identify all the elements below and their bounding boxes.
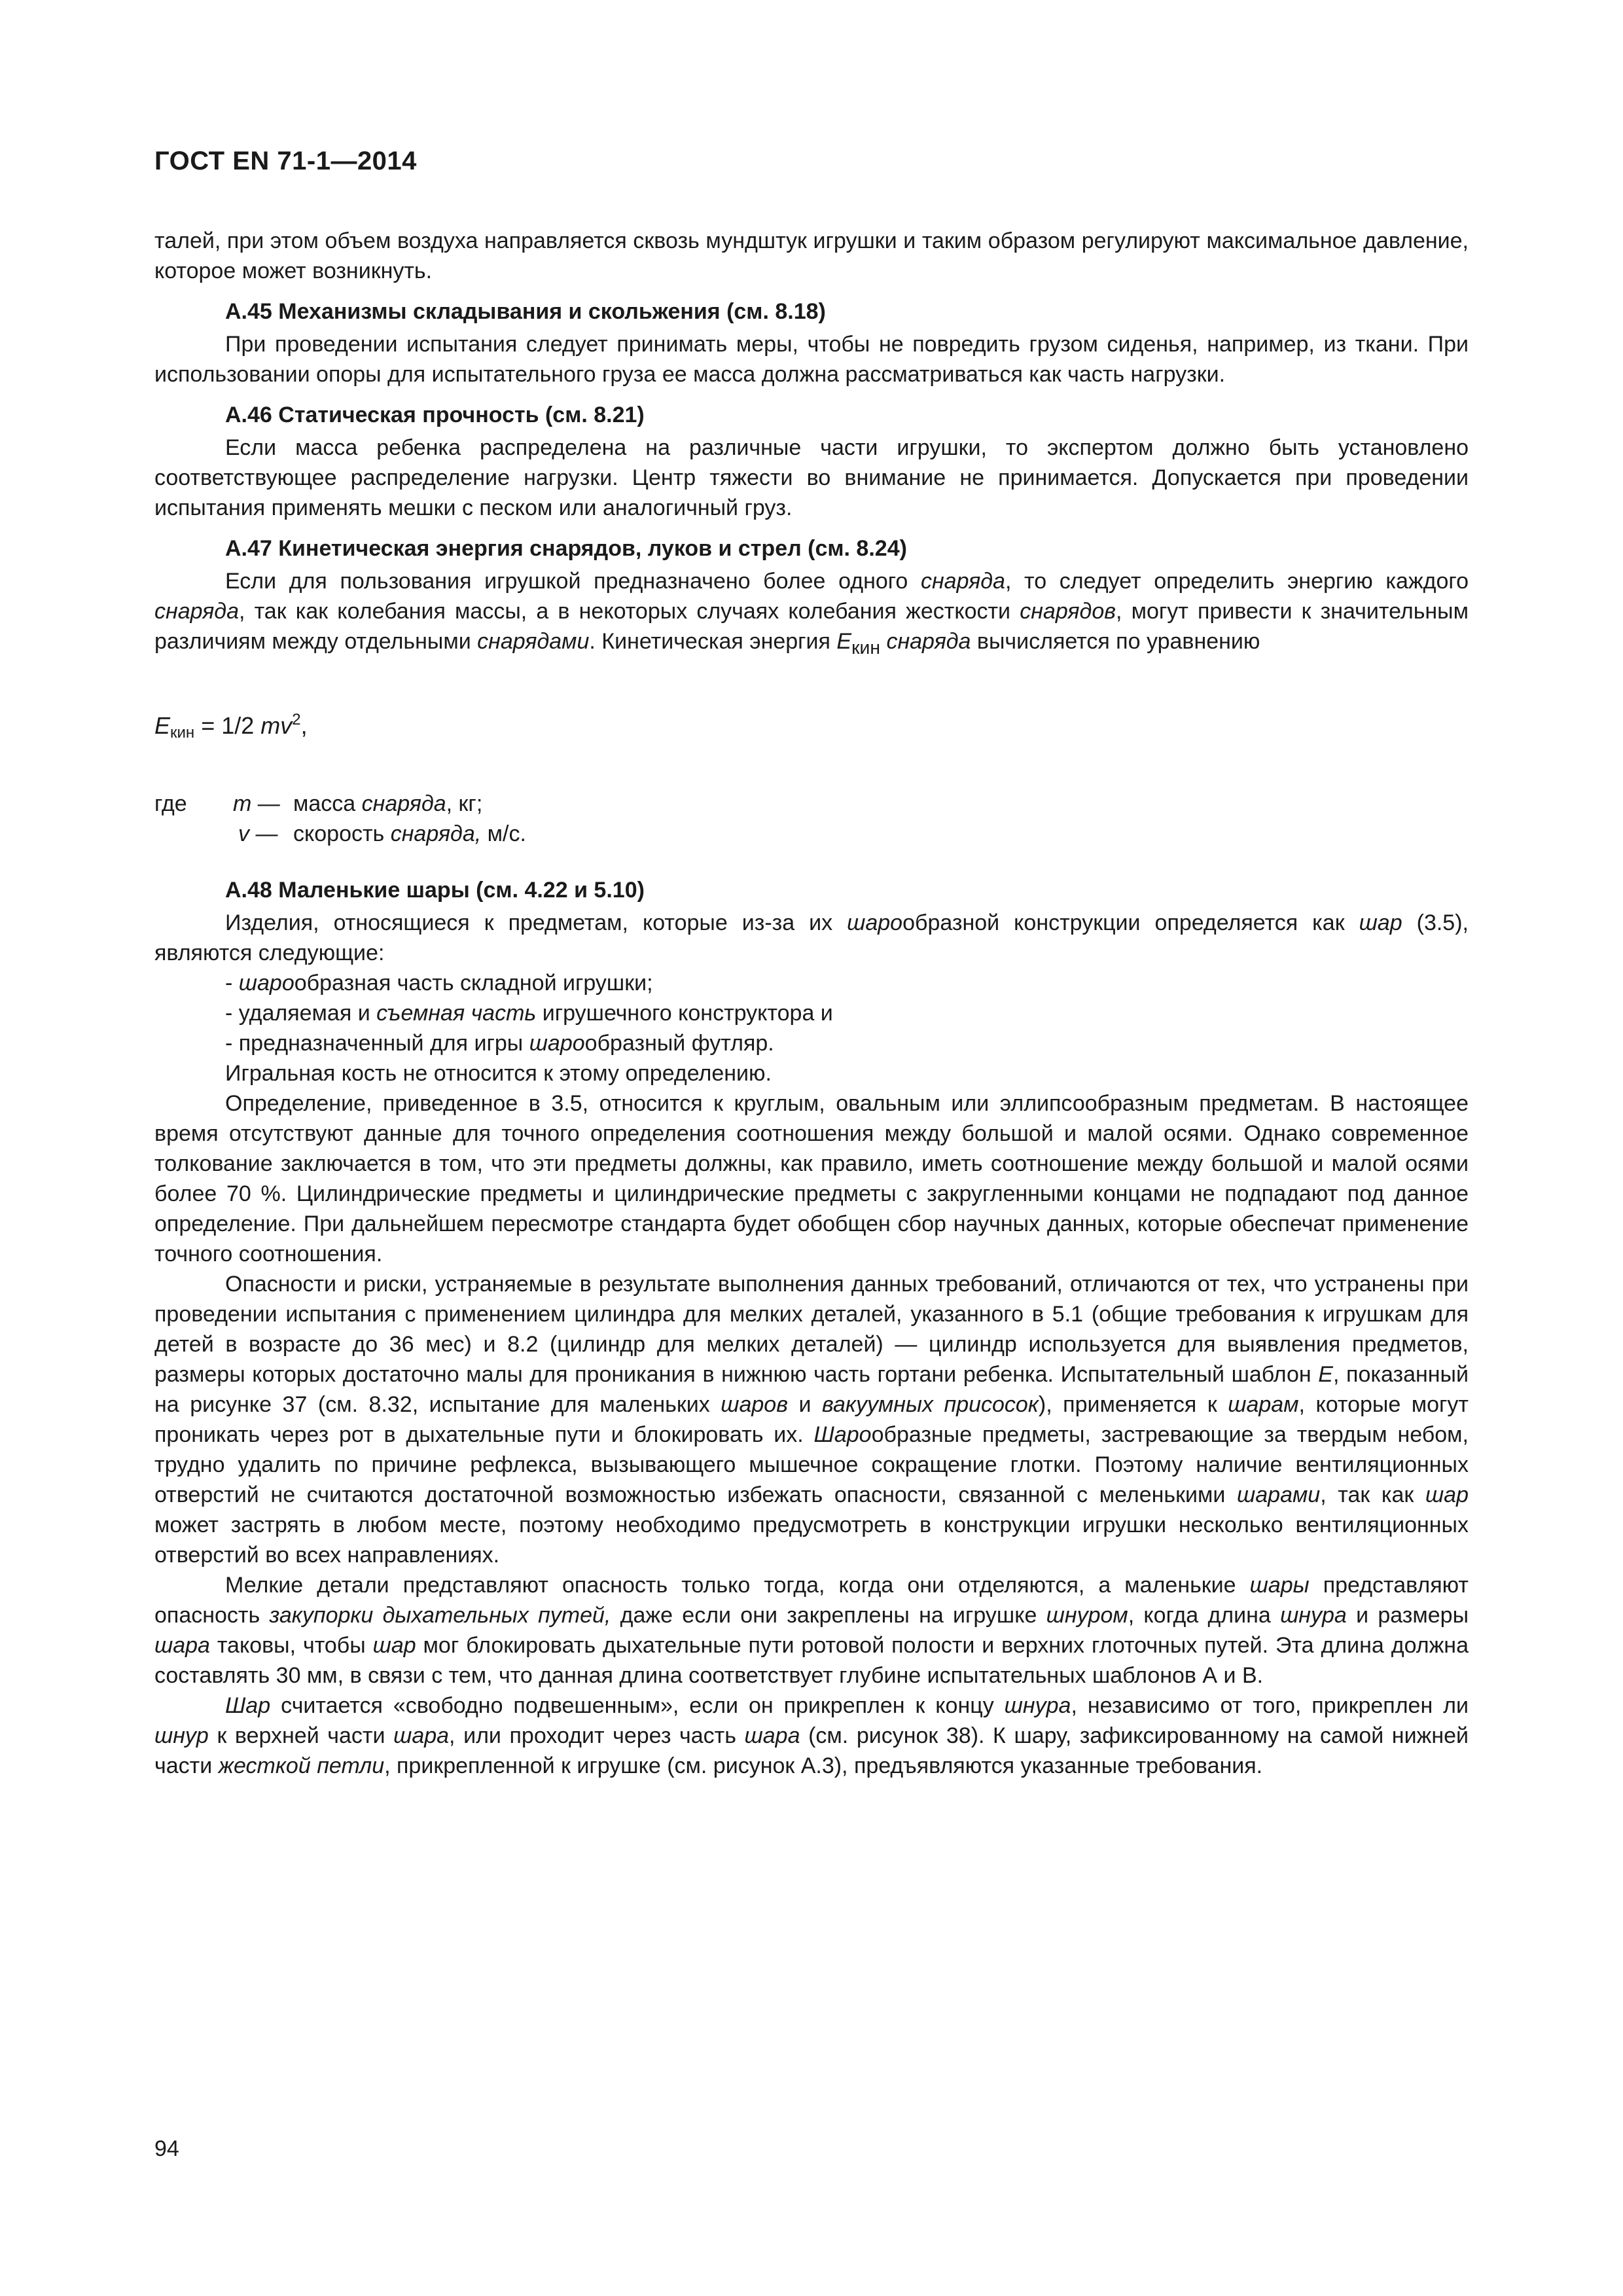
velocity-description: скорость снаряда, м/с. <box>293 821 526 846</box>
list-item: - шарообразная часть складной игрушки; <box>225 970 653 996</box>
section-a48-p1: Изделия, относящиеся к предметам, которые из-за их шарообразной конструкции определяется как шар (3.5), являются следующие: <box>154 910 1469 965</box>
mass-symbol: m — <box>233 791 280 816</box>
intro-paragraph: талей, при этом объем воздуха направляется сквозь мундштук игрушки и таким образом регулируют максимальное давление, которое может возникнуть. <box>154 228 1469 283</box>
where-label: где <box>154 791 187 816</box>
section-a47-text: Если для пользования игрушкой предназначено более одного снаряда, то следует определить энергию каждого снаряда, так как колебания массы, а в некоторых случаях колебания жесткости снарядов, могут привести к значительным различиям между отдельными снарядами. Кинетическая энергия $E_{кин}$ снаряда вычисляется по уравнению <box>154 569 1469 658</box>
list-item: - предназначенный для игры шарообразный футляр. <box>225 1030 774 1056</box>
section-a48-p5: Мелкие детали представляют опасность только тогда, когда они отделяются, а маленькие шары представляют опасность закупорки дыхательных путей, даже если они закреплены на игрушке шнуром, когда длина шнура и размеры шара таковы, чтобы шар мог блокировать дыхательные пути ротовой полости и верхних глоточных путей. Эта длина должна составлять 30 мм, в связи с тем, что данная длина соответствует глубине испытательных шаблонов А и В. <box>154 1572 1469 1688</box>
page-number: 94 <box>154 2136 179 2161</box>
velocity-symbol: v — <box>238 821 278 846</box>
list-item: - удаляемая и съемная часть игрушечного конструктора и <box>225 1000 833 1026</box>
section-a48-p3: Определение, приведенное в 3.5, относится к круглым, овальным или эллипсообразным предметам. В настоящее время отсутствуют данные для точного определения соотношения между большой и малой осями. Однако современное толкование заключается в том, что эти предметы должны, как правило, иметь соотношение между большой и малой осями более 70 %. Цилиндрические предметы и цилиндрические предметы с закругленными концами не подпадают под данное определение. При дальнейшем пересмотре стандарта будет обобщен сбор научных данных, которые обеспечат применение точного соотношения. <box>154 1090 1469 1266</box>
mass-description: масса снаряда, кг; <box>293 791 483 816</box>
section-a48-p4: Опасности и риски, устраняемые в результате выполнения данных требований, отличаются от тех, что устранены при проведении испытания с применением цилиндра для мелких деталей, указанного в 5.1 (общие требования к игрушкам для детей в возрасте до 36 мес) и 8.2 (цилиндр для мелких деталей) — цилиндр используется для выявления предметов, размеры которых достаточно малы для проникания в нижнюю часть гортани ребенка. Испытательный шаблон E, показанный на рисунке 37 (см. 8.32, испытание для маленьких шаров и вакуумных присосок), применяется к шарам, которые могут проникать через рот в дыхательные пути и блокировать их. Шарообразные предметы, застревающие за твердым небом, трудно удалить по причине рефлекса, вызывающего мышечное сокращение глотки. Поэтому наличие вентиляционных отверстий не считаются достаточной возможностью избежать опасности, связанной с меленькими шарами, так как шар может застрять в любом месте, поэтому необходимо предусмотреть в конструкции игрушки несколько вентиляционных отверстий во всех направлениях. <box>154 1271 1469 1568</box>
section-a45-text: При проведении испытания следует принимать меры, чтобы не повредить грузом сиденья, например, из ткани. При использовании опоры для испытательного груза ее масса должна рассматриваться как часть нагрузки. <box>154 332 1469 387</box>
section-a48-p6: Шар считается «свободно подвешенным», если он прикреплен к концу шнура, независимо от того, прикреплен ли шнур к верхней части шара, или проходит через часть шара (см. рисунок 38). К шару, зафиксированному на самой нижней части жесткой петли, прикрепленной к игрушке (см. рисунок А.3), предъявляются указанные требования. <box>154 1693 1469 1778</box>
document-body <box>154 226 1469 1781</box>
section-a47-title: А.47 Кинетическая энергия снарядов, луков и стрел (см. 8.24) <box>225 536 907 561</box>
formula-legend-mass <box>154 789 1469 819</box>
section-a46-title: А.46 Статическая прочность (см. 8.21) <box>225 403 645 427</box>
section-a48-p2: Игральная кость не относится к этому определению. <box>225 1060 772 1086</box>
section-a48-title: А.48 Маленькие шары (см. 4.22 и 5.10) <box>225 877 645 903</box>
section-a45-title: А.45 Механизмы складывания и скольжения (см. 8.18) <box>225 299 826 324</box>
section-a46-text: Если масса ребенка распределена на различные части игрушки, то экспертом должно быть установлено соответствующее распределение нагрузки. Центр тяжести во внимание не принимается. Допускается при проведении испытания применять мешки с песком или аналогичный груз. <box>154 435 1469 520</box>
formula-legend-velocity <box>154 819 1469 849</box>
document-header: ГОСТ EN 71-1—2014 <box>154 147 417 175</box>
kinetic-energy-formula: $E_{кин} = 1/2$ $mv^2$, <box>154 710 308 742</box>
